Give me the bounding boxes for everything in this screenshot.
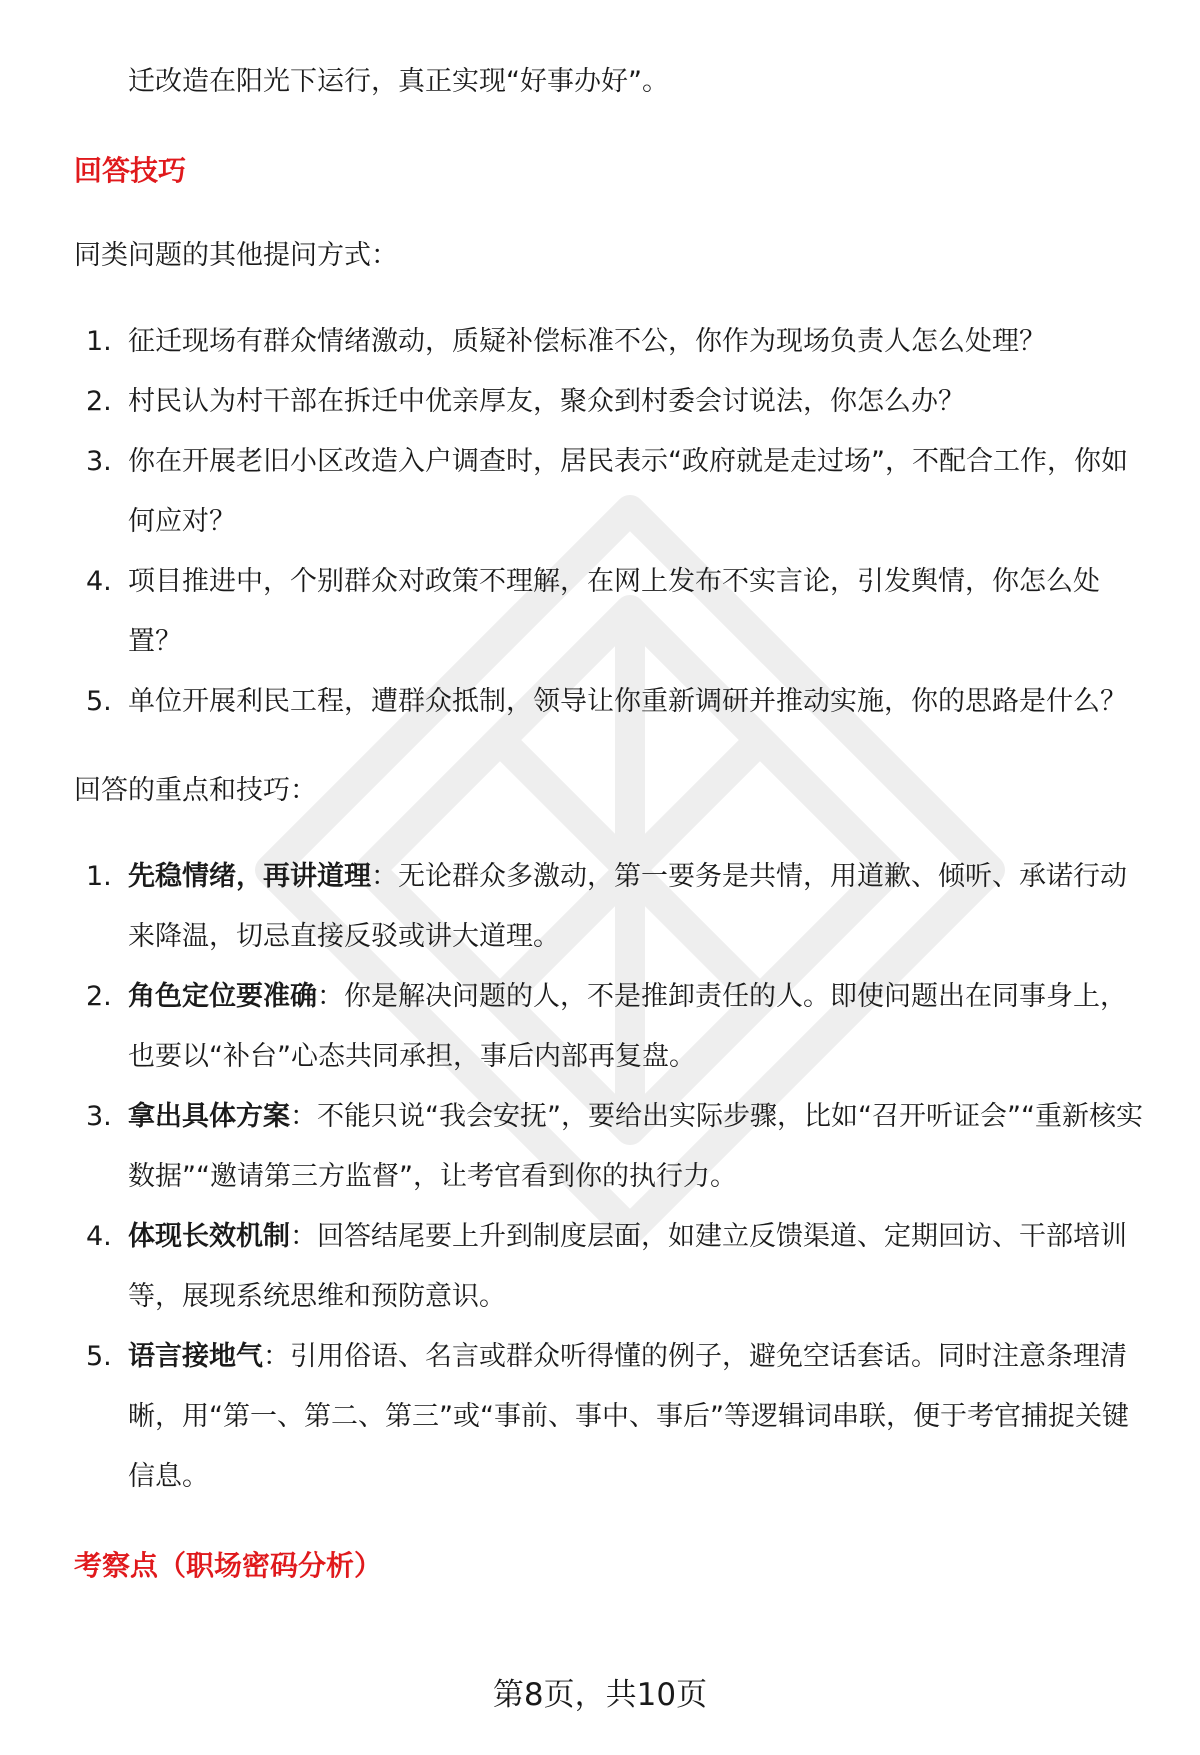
tip-title: 体现长效机制 bbox=[128, 1221, 290, 1252]
section-heading-answer-tips: 回答技巧 bbox=[74, 154, 187, 187]
tip-title: 角色定位要准确 bbox=[128, 981, 317, 1012]
list-item: 2. 村民认为村干部在拆迁中优亲厚友，聚众到村委会讨说法，你怎么办？ bbox=[86, 386, 965, 417]
questions-list bbox=[74, 312, 1144, 732]
key-points-intro: 回答的重点和技巧： bbox=[74, 775, 317, 806]
list-item: 2. 角色定位要准确：你是解决问题的人，不是推卸责任的人。即使问题出在同事身上，也要以“补台”心态共同承担，事后内部再复盘。 bbox=[86, 981, 1127, 1072]
question-text: 村民认为村干部在拆迁中优亲厚友，聚众到村委会讨说法，你怎么办？ bbox=[128, 386, 965, 417]
question-text: 你在开展老旧小区改造入户调查时，居民表示“政府就是走过场”，不配合工作，你如何应对？ bbox=[128, 446, 1128, 537]
list-item: 5. 单位开展利民工程，遭群众抵制，领导让你重新调研并推动实施，你的思路是什么？ bbox=[86, 686, 1127, 717]
section-heading-assessment-points: 考察点（职场密码分析） bbox=[74, 1549, 383, 1582]
document-content bbox=[74, 52, 1144, 1596]
list-item: 1. 征迁现场有群众情绪激动，质疑补偿标准不公，你作为现场负责人怎么处理？ bbox=[86, 326, 1046, 357]
question-text: 项目推进中，个别群众对政策不理解，在网上发布不实言论，引发舆情，你怎么处置？ bbox=[128, 566, 1100, 657]
list-item: 4. 项目推进中，个别群众对政策不理解，在网上发布不实言论，引发舆情，你怎么处置？ bbox=[86, 566, 1100, 657]
list-item: 3. 你在开展老旧小区改造入户调查时，居民表示“政府就是走过场”，不配合工作，你如何应对？ bbox=[86, 446, 1128, 537]
list-item: 4. 体现长效机制：回答结尾要上升到制度层面，如建立反馈渠道、定期回访、干部培训等，展现系统思维和预防意识。 bbox=[86, 1221, 1127, 1312]
list-item: 3. 拿出具体方案：不能只说“我会安抚”，要给出实际步骤，比如“召开听证会”“重新核实数据”“邀请第三方监督”，让考官看到你的执行力。 bbox=[86, 1101, 1143, 1192]
tip-title: 语言接地气 bbox=[128, 1341, 263, 1372]
tip-text: ：无论群众多激动，第一要务是共情，用道歉、倾听、承诺行动来降温，切忌直接反驳或讲大道理。 bbox=[128, 861, 1127, 952]
tip-text: ：不能只说“我会安抚”，要给出实际步骤，比如“召开听证会”“重新核实数据”“邀请第三方监督”，让考官看到你的执行力。 bbox=[128, 1101, 1143, 1192]
other-questions-intro: 同类问题的其他提问方式： bbox=[74, 240, 398, 271]
tip-text: ：回答结尾要上升到制度层面，如建立反馈渠道、定期回访、干部培训等，展现系统思维和预防意识。 bbox=[128, 1221, 1127, 1312]
tip-text: ：你是解决问题的人，不是推卸责任的人。即使问题出在同事身上，也要以“补台”心态共同承担，事后内部再复盘。 bbox=[128, 981, 1127, 1072]
continuation-paragraph: 迁改造在阳光下运行，真正实现“好事办好”。 bbox=[128, 66, 669, 97]
question-text: 征迁现场有群众情绪激动，质疑补偿标准不公，你作为现场负责人怎么处理？ bbox=[128, 326, 1046, 357]
page-number-footer: 第8页，共10页 bbox=[492, 1677, 708, 1713]
list-item: 5. 语言接地气：引用俗语、名言或群众听得懂的例子，避免空话套话。同时注意条理清晰，用“第一、第二、第三”或“事前、事中、事后”等逻辑词串联，便于考官捕捉关键信息。 bbox=[86, 1341, 1129, 1492]
question-text: 单位开展利民工程，遭群众抵制，领导让你重新调研并推动实施，你的思路是什么？ bbox=[128, 686, 1127, 717]
list-item: 1. 先稳情绪，再讲道理：无论群众多激动，第一要务是共情，用道歉、倾听、承诺行动来降温，切忌直接反驳或讲大道理。 bbox=[86, 861, 1127, 952]
tip-title: 先稳情绪，再讲道理 bbox=[128, 861, 371, 892]
tips-list bbox=[74, 847, 1144, 1507]
tip-title: 拿出具体方案 bbox=[128, 1101, 290, 1132]
tip-text: ：引用俗语、名言或群众听得懂的例子，避免空话套话。同时注意条理清晰，用“第一、第二、第三”或“事前、事中、事后”等逻辑词串联，便于考官捕捉关键信息。 bbox=[128, 1341, 1129, 1492]
